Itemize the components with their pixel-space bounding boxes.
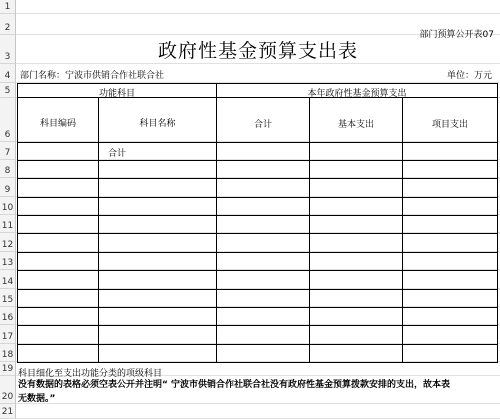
unit-label: 单位：万元 [446,71,492,81]
row-header[interactable]: 13 [0,252,16,270]
table-border [17,83,498,84]
row-header[interactable]: 4 [0,64,16,83]
total-row-label: 合计 [108,149,127,159]
header-total: 合计 [253,120,272,130]
note-line-2: 无数据。” [18,394,56,404]
gridline [16,63,500,64]
row-header[interactable]: 17 [0,325,16,344]
note-line-1: 没有数据的表格必须空表公开并注明“ 宁波市供销合作社联合社没有政府性基金预算拨款安排的支出，故本表 [18,380,451,390]
table-border [17,215,498,216]
table-border [17,344,498,345]
row-header[interactable]: 16 [0,307,16,325]
row-header[interactable]: 20 [0,376,16,404]
page-title: 政府性基金预算支出表 [157,40,358,62]
table-border [17,270,498,271]
header-basic: 基本支出 [337,120,374,130]
footnote: 科目细化至支出功能分类的项级科目 [18,369,163,379]
table-border [17,289,498,290]
gridline [16,13,500,14]
header-code: 科目编码 [39,119,76,129]
row-header[interactable]: 12 [0,233,16,252]
table-border [309,97,310,363]
row-header[interactable]: 6 [0,98,16,142]
row-header[interactable]: 8 [0,160,16,178]
row-header[interactable]: 19 [0,362,16,376]
header-budget-group: 本年政府性基金预算支出 [307,89,407,99]
department-label: 部门名称：宁波市供销合作社联合社 [20,71,165,81]
table-border [17,197,498,198]
table-border [17,142,498,143]
table-border [17,307,498,308]
row-header[interactable]: 9 [0,178,16,197]
row-header[interactable]: 15 [0,289,16,307]
table-border [98,97,99,363]
header-project: 项目支出 [431,120,468,130]
row-header[interactable]: 14 [0,270,16,289]
row-header[interactable]: 3 [0,35,16,64]
gridline [16,403,500,404]
table-border [402,97,403,363]
table-border [17,252,498,253]
row-header[interactable]: 1 [0,0,16,14]
table-border [17,233,498,234]
header-name: 科目名称 [139,119,176,129]
row-header[interactable]: 21 [0,404,16,419]
table-border [497,83,498,363]
table-border [17,325,498,326]
row-header[interactable]: 7 [0,142,16,160]
table-border [17,178,498,179]
table-border [17,362,498,363]
header-function-group: 功能科目 [98,89,135,99]
form-code: 部门预算公开表07 [419,30,494,40]
row-header[interactable]: 11 [0,215,16,233]
row-header[interactable]: 5 [0,83,16,98]
row-header[interactable]: 10 [0,197,16,215]
table-border [17,160,498,161]
row-header[interactable]: 18 [0,344,16,362]
row-header[interactable]: 2 [0,14,16,35]
